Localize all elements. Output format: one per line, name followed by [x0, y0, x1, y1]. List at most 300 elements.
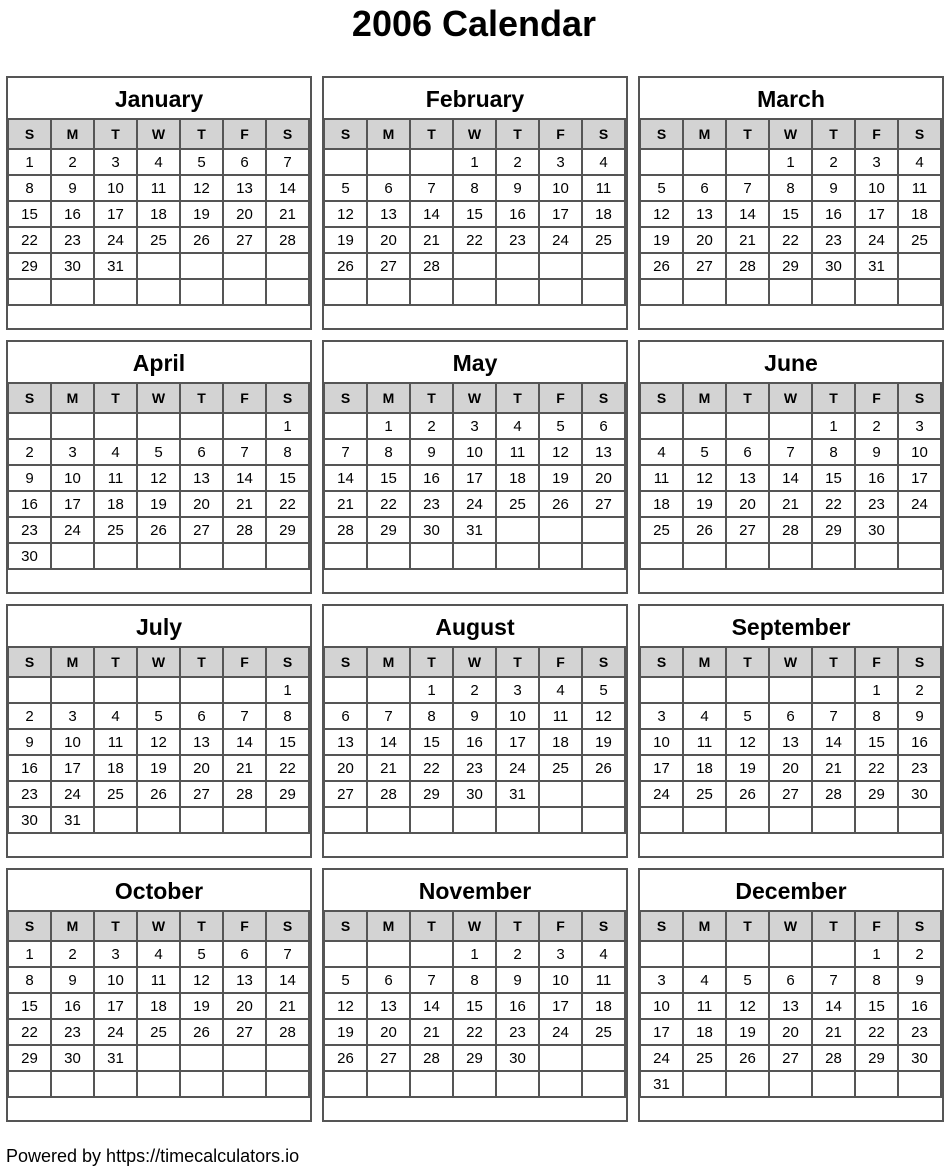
day-cell	[898, 253, 941, 279]
day-cell: 3	[898, 413, 941, 439]
day-cell: 11	[683, 993, 726, 1019]
day-cell: 11	[539, 703, 582, 729]
day-cell	[94, 677, 137, 703]
week-row	[640, 807, 941, 833]
week-row	[324, 1045, 625, 1071]
day-cell	[410, 543, 453, 569]
day-cell	[410, 941, 453, 967]
month-may	[322, 340, 628, 594]
day-cell	[812, 1071, 855, 1097]
day-cell	[582, 807, 625, 833]
day-cell: 17	[539, 201, 582, 227]
day-cell: 21	[367, 755, 410, 781]
day-cell: 21	[223, 755, 266, 781]
month-grid	[639, 910, 942, 1098]
day-cell: 6	[180, 439, 223, 465]
day-cell: 11	[640, 465, 683, 491]
week-row	[640, 781, 941, 807]
day-cell: 29	[812, 517, 855, 543]
day-cell: 10	[539, 175, 582, 201]
day-cell: 3	[453, 413, 496, 439]
weekday-header: M	[51, 647, 94, 677]
day-cell: 4	[898, 149, 941, 175]
day-cell: 27	[180, 517, 223, 543]
day-cell	[94, 413, 137, 439]
day-cell: 5	[539, 413, 582, 439]
day-cell	[223, 1071, 266, 1097]
week-row	[324, 543, 625, 569]
day-cell	[223, 543, 266, 569]
day-cell: 17	[898, 465, 941, 491]
day-cell: 11	[496, 439, 539, 465]
day-cell: 1	[8, 941, 51, 967]
day-cell: 3	[94, 941, 137, 967]
day-cell: 8	[855, 967, 898, 993]
day-cell: 18	[496, 465, 539, 491]
day-cell	[683, 1071, 726, 1097]
day-cell: 9	[855, 439, 898, 465]
day-cell	[496, 517, 539, 543]
weekday-header: M	[51, 119, 94, 149]
weekday-header: W	[137, 383, 180, 413]
weekday-header: W	[137, 911, 180, 941]
day-cell	[137, 677, 180, 703]
day-cell	[137, 543, 180, 569]
weekday-header: M	[367, 647, 410, 677]
day-cell: 4	[582, 149, 625, 175]
day-cell: 23	[51, 1019, 94, 1045]
day-cell	[769, 1071, 812, 1097]
day-cell: 9	[51, 967, 94, 993]
day-cell	[582, 517, 625, 543]
day-cell: 19	[180, 201, 223, 227]
month-name: March	[757, 86, 825, 112]
day-cell: 16	[898, 729, 941, 755]
day-cell	[137, 279, 180, 305]
day-cell	[180, 279, 223, 305]
day-cell	[683, 677, 726, 703]
week-row	[324, 755, 625, 781]
week-row	[324, 253, 625, 279]
day-cell: 1	[855, 941, 898, 967]
day-cell	[180, 677, 223, 703]
day-cell: 11	[137, 175, 180, 201]
day-cell	[582, 543, 625, 569]
day-cell: 20	[726, 491, 769, 517]
day-cell	[582, 781, 625, 807]
day-cell: 28	[769, 517, 812, 543]
day-cell	[137, 807, 180, 833]
day-cell: 1	[266, 413, 309, 439]
day-cell: 12	[180, 967, 223, 993]
day-cell: 20	[180, 491, 223, 517]
day-cell: 15	[769, 201, 812, 227]
day-cell: 16	[496, 993, 539, 1019]
day-cell: 23	[51, 227, 94, 253]
day-cell	[367, 543, 410, 569]
day-cell: 3	[855, 149, 898, 175]
day-cell: 26	[137, 781, 180, 807]
day-cell	[367, 149, 410, 175]
day-cell: 28	[812, 1045, 855, 1071]
day-cell: 12	[683, 465, 726, 491]
week-row	[8, 941, 309, 967]
day-cell: 13	[683, 201, 726, 227]
weekday-header: M	[683, 383, 726, 413]
day-cell: 10	[453, 439, 496, 465]
day-cell	[582, 279, 625, 305]
day-cell	[812, 941, 855, 967]
week-row	[8, 1045, 309, 1071]
day-cell: 15	[8, 993, 51, 1019]
day-cell	[137, 1071, 180, 1097]
month-name: September	[731, 614, 851, 640]
day-cell: 18	[898, 201, 941, 227]
day-cell: 4	[582, 941, 625, 967]
day-cell: 14	[324, 465, 367, 491]
day-cell: 14	[812, 729, 855, 755]
day-cell: 21	[769, 491, 812, 517]
day-cell: 30	[51, 253, 94, 279]
day-cell	[769, 677, 812, 703]
month-grid	[323, 646, 626, 834]
weekday-header: F	[855, 911, 898, 941]
week-row	[324, 941, 625, 967]
day-cell	[367, 807, 410, 833]
month-grid	[639, 382, 942, 570]
day-cell	[898, 517, 941, 543]
day-cell	[180, 253, 223, 279]
day-cell: 23	[453, 755, 496, 781]
weekday-header: F	[223, 911, 266, 941]
day-cell: 25	[683, 1045, 726, 1071]
weekday-header: S	[582, 911, 625, 941]
day-cell: 26	[324, 1045, 367, 1071]
day-cell: 30	[496, 1045, 539, 1071]
day-cell: 26	[180, 227, 223, 253]
month-grid	[323, 382, 626, 570]
weekday-header: W	[137, 647, 180, 677]
weekday-header: W	[769, 383, 812, 413]
day-cell	[137, 253, 180, 279]
day-cell: 24	[640, 781, 683, 807]
day-cell: 13	[367, 201, 410, 227]
day-cell: 20	[324, 755, 367, 781]
day-cell	[410, 1071, 453, 1097]
week-row	[8, 253, 309, 279]
day-cell: 20	[683, 227, 726, 253]
day-cell: 26	[640, 253, 683, 279]
day-cell: 4	[640, 439, 683, 465]
day-cell	[898, 807, 941, 833]
day-cell	[855, 543, 898, 569]
day-cell: 2	[51, 149, 94, 175]
day-cell: 24	[51, 781, 94, 807]
day-cell: 14	[223, 729, 266, 755]
day-cell: 27	[223, 1019, 266, 1045]
day-cell: 9	[898, 703, 941, 729]
day-cell: 22	[453, 1019, 496, 1045]
day-cell	[324, 413, 367, 439]
day-cell: 24	[855, 227, 898, 253]
day-cell: 8	[8, 967, 51, 993]
day-cell	[94, 1071, 137, 1097]
weekday-header: M	[367, 911, 410, 941]
day-cell	[539, 517, 582, 543]
weekday-header: S	[582, 119, 625, 149]
day-cell: 1	[855, 677, 898, 703]
week-row	[8, 677, 309, 703]
day-cell	[324, 677, 367, 703]
day-cell: 25	[683, 781, 726, 807]
day-cell	[539, 543, 582, 569]
day-cell: 30	[898, 781, 941, 807]
day-cell	[266, 1045, 309, 1071]
day-cell: 28	[367, 781, 410, 807]
week-row	[640, 149, 941, 175]
day-cell: 2	[496, 941, 539, 967]
day-cell: 19	[324, 1019, 367, 1045]
week-row	[324, 227, 625, 253]
day-cell	[855, 279, 898, 305]
day-cell: 12	[324, 993, 367, 1019]
day-cell: 20	[223, 201, 266, 227]
week-row	[8, 149, 309, 175]
day-cell	[855, 807, 898, 833]
day-cell	[640, 413, 683, 439]
week-row	[640, 543, 941, 569]
weekday-header: M	[683, 647, 726, 677]
day-cell	[453, 279, 496, 305]
day-cell: 4	[683, 703, 726, 729]
day-cell	[266, 253, 309, 279]
day-cell: 23	[898, 1019, 941, 1045]
day-cell: 7	[266, 941, 309, 967]
weekday-header: W	[453, 383, 496, 413]
day-cell: 16	[855, 465, 898, 491]
day-cell: 16	[410, 465, 453, 491]
day-cell: 5	[726, 703, 769, 729]
weekday-header: T	[94, 911, 137, 941]
week-row	[324, 465, 625, 491]
day-cell: 12	[582, 703, 625, 729]
day-cell: 25	[640, 517, 683, 543]
week-row	[324, 201, 625, 227]
day-cell: 23	[812, 227, 855, 253]
day-cell	[367, 677, 410, 703]
day-cell: 15	[266, 465, 309, 491]
week-row	[640, 413, 941, 439]
day-cell: 4	[94, 703, 137, 729]
week-row	[8, 279, 309, 305]
day-cell	[640, 941, 683, 967]
day-cell	[898, 543, 941, 569]
day-cell: 2	[453, 677, 496, 703]
day-cell: 10	[640, 993, 683, 1019]
day-cell: 22	[453, 227, 496, 253]
day-cell: 26	[683, 517, 726, 543]
day-cell: 11	[683, 729, 726, 755]
day-cell: 3	[640, 703, 683, 729]
week-row	[8, 491, 309, 517]
weekday-header: T	[94, 647, 137, 677]
day-cell: 25	[94, 517, 137, 543]
page-title: 2006 Calendar	[351, 3, 597, 44]
day-cell: 5	[324, 175, 367, 201]
weekday-header: T	[726, 383, 769, 413]
day-cell: 20	[769, 755, 812, 781]
day-cell: 14	[367, 729, 410, 755]
day-cell: 30	[51, 1045, 94, 1071]
day-cell: 17	[453, 465, 496, 491]
weekday-header: S	[324, 911, 367, 941]
day-cell: 28	[223, 781, 266, 807]
weekday-header: S	[640, 647, 683, 677]
week-row	[640, 465, 941, 491]
day-cell: 14	[769, 465, 812, 491]
day-cell: 31	[496, 781, 539, 807]
day-cell	[266, 543, 309, 569]
day-cell: 13	[769, 993, 812, 1019]
day-cell: 7	[266, 149, 309, 175]
weekday-header-row	[324, 911, 625, 941]
day-cell: 30	[812, 253, 855, 279]
day-cell: 7	[410, 967, 453, 993]
weekday-header: T	[812, 911, 855, 941]
day-cell: 17	[51, 755, 94, 781]
day-cell	[640, 677, 683, 703]
day-cell: 17	[51, 491, 94, 517]
weekday-header: F	[223, 119, 266, 149]
day-cell: 25	[582, 1019, 625, 1045]
month-february	[322, 76, 628, 330]
month-september	[638, 604, 944, 858]
day-cell: 19	[137, 755, 180, 781]
day-cell	[367, 279, 410, 305]
day-cell	[180, 807, 223, 833]
day-cell: 9	[453, 703, 496, 729]
day-cell: 24	[640, 1045, 683, 1071]
day-cell: 29	[855, 1045, 898, 1071]
day-cell: 19	[582, 729, 625, 755]
day-cell	[410, 807, 453, 833]
day-cell: 13	[180, 729, 223, 755]
day-cell	[683, 149, 726, 175]
weekday-header-row	[324, 647, 625, 677]
day-cell: 10	[94, 967, 137, 993]
day-cell: 25	[137, 227, 180, 253]
day-cell	[8, 413, 51, 439]
day-cell: 28	[223, 517, 266, 543]
day-cell: 21	[410, 1019, 453, 1045]
weekday-header: S	[898, 119, 941, 149]
weekday-header: M	[367, 383, 410, 413]
day-cell: 8	[266, 703, 309, 729]
day-cell: 8	[266, 439, 309, 465]
day-cell: 13	[367, 993, 410, 1019]
day-cell: 26	[539, 491, 582, 517]
weekday-header: M	[683, 911, 726, 941]
day-cell: 11	[137, 967, 180, 993]
day-cell	[51, 1071, 94, 1097]
day-cell: 28	[324, 517, 367, 543]
day-cell	[324, 941, 367, 967]
day-cell: 5	[137, 439, 180, 465]
weekday-header: W	[453, 647, 496, 677]
day-cell: 9	[51, 175, 94, 201]
day-cell: 17	[94, 993, 137, 1019]
day-cell	[683, 941, 726, 967]
day-cell: 30	[855, 517, 898, 543]
day-cell: 23	[855, 491, 898, 517]
day-cell: 30	[8, 543, 51, 569]
week-row	[8, 993, 309, 1019]
day-cell	[137, 413, 180, 439]
day-cell	[223, 253, 266, 279]
week-row	[640, 175, 941, 201]
weekday-header: S	[324, 119, 367, 149]
weekday-header: S	[898, 911, 941, 941]
day-cell: 31	[640, 1071, 683, 1097]
day-cell: 27	[180, 781, 223, 807]
weekday-header: F	[539, 911, 582, 941]
day-cell: 28	[410, 1045, 453, 1071]
day-cell: 18	[582, 993, 625, 1019]
day-cell: 23	[496, 1019, 539, 1045]
day-cell: 19	[137, 491, 180, 517]
day-cell: 2	[898, 677, 941, 703]
day-cell: 13	[324, 729, 367, 755]
day-cell: 19	[539, 465, 582, 491]
day-cell: 21	[812, 755, 855, 781]
week-row	[324, 993, 625, 1019]
day-cell: 18	[582, 201, 625, 227]
day-cell: 7	[726, 175, 769, 201]
day-cell	[180, 1071, 223, 1097]
day-cell	[812, 543, 855, 569]
day-cell: 14	[266, 967, 309, 993]
day-cell: 29	[410, 781, 453, 807]
weekday-header: S	[266, 911, 309, 941]
day-cell	[180, 1045, 223, 1071]
day-cell	[496, 543, 539, 569]
day-cell: 23	[496, 227, 539, 253]
day-cell	[898, 279, 941, 305]
day-cell: 12	[539, 439, 582, 465]
day-cell: 8	[855, 703, 898, 729]
day-cell: 20	[180, 755, 223, 781]
day-cell: 8	[410, 703, 453, 729]
week-row	[8, 755, 309, 781]
weekday-header-row	[640, 119, 941, 149]
day-cell: 28	[726, 253, 769, 279]
day-cell: 11	[94, 729, 137, 755]
day-cell: 12	[324, 201, 367, 227]
day-cell: 16	[8, 491, 51, 517]
day-cell: 21	[266, 201, 309, 227]
day-cell: 28	[266, 1019, 309, 1045]
day-cell: 22	[8, 1019, 51, 1045]
day-cell: 10	[855, 175, 898, 201]
weekday-header: F	[539, 383, 582, 413]
day-cell: 22	[8, 227, 51, 253]
month-grid	[323, 910, 626, 1098]
day-cell: 21	[266, 993, 309, 1019]
day-cell: 27	[726, 517, 769, 543]
weekday-header: S	[582, 383, 625, 413]
day-cell: 30	[410, 517, 453, 543]
weekday-header: M	[683, 119, 726, 149]
